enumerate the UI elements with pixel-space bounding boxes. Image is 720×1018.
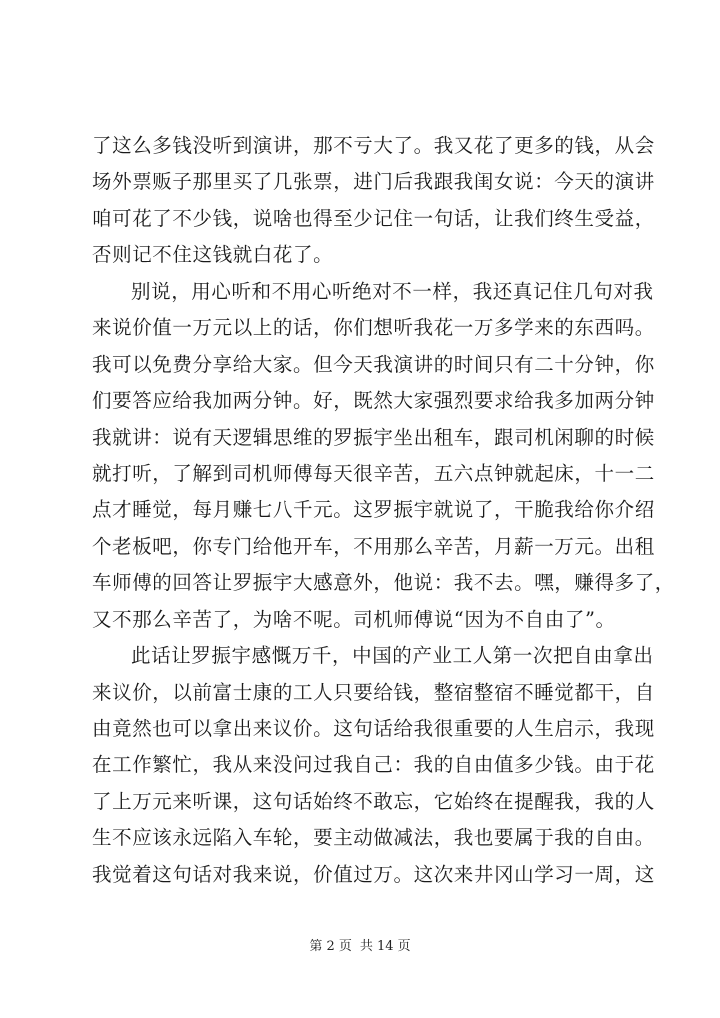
text-line: 否则记不住这钱就白花了。 xyxy=(92,243,334,267)
paragraph-1 xyxy=(92,128,655,274)
page-footer xyxy=(0,938,720,956)
text-line: 点才睡觉，每月赚七八千元。这罗振宇就说了，干脆我给你介绍 xyxy=(92,498,655,522)
text-line: 车师傅的回答让罗振宇大感意外，他说：我不去。嘿，赚得多了， xyxy=(92,571,675,595)
text-line: 我可以免费分享给大家。但今天我演讲的时间只有二十分钟，你 xyxy=(92,352,655,376)
paragraph-2 xyxy=(92,274,675,638)
text-line: 场外票贩子那里买了几张票，进门后我跟我闺女说：今天的演讲 xyxy=(92,170,655,194)
text-line: 咱可花了不少钱，说啥也得至少记住一句话，让我们终生受益， xyxy=(92,206,655,230)
text-line: 们要答应给我加两分钟。好，既然大家强烈要求给我多加两分钟 xyxy=(92,389,655,413)
text-line: 生不应该永远陷入车轮，要主动做减法，我也要属于我的自由。 xyxy=(92,826,655,850)
text-line: 我就讲：说有天逻辑思维的罗振宇坐出租车，跟司机闲聊的时候 xyxy=(92,425,655,449)
paragraph-3 xyxy=(92,638,655,893)
total-pages: 共 14 页 xyxy=(359,939,411,954)
text-line: 来说价值一万元以上的话，你们想听我花一万多学来的东西吗。 xyxy=(92,316,655,340)
page-number: 第 2 页 xyxy=(309,939,352,954)
text-line: 由竟然也可以拿出来议价。这句话给我很重要的人生启示，我现 xyxy=(92,717,655,740)
body-text xyxy=(92,128,675,893)
text-line: 别说，用心听和不用心听绝对不一样，我还真记住几句对我 xyxy=(131,279,654,303)
text-line: 在工作繁忙，我从来没问过我自己：我的自由值多少钱。由于花 xyxy=(92,753,655,777)
text-line: 就打听，了解到司机师傅每天很辛苦，五六点钟就起床，十一二 xyxy=(92,461,655,485)
text-line: 我觉着这句话对我来说，价值过万。这次来井冈山学习一周，这 xyxy=(92,862,655,886)
text-line: 来议价，以前富士康的工人只要给钱，整宿整宿不睡觉都干，自 xyxy=(92,680,655,704)
text-line: 个老板吧，你专门给他开车，不用那么辛苦，月薪一万元。出租 xyxy=(92,534,655,558)
text-line: 又不那么辛苦了，为啥不呢。司机师傅说“因为不自由了”。 xyxy=(92,607,616,631)
text-line: 此话让罗振宇感慨万千，中国的产业工人第一次把自由拿出 xyxy=(131,644,654,668)
text-line: 了上万元来听课，这句话始终不敢忘，它始终在提醒我，我的人 xyxy=(92,789,655,813)
text-line: 了这么多钱没听到演讲，那不亏大了。我又花了更多的钱，从会 xyxy=(92,134,655,157)
